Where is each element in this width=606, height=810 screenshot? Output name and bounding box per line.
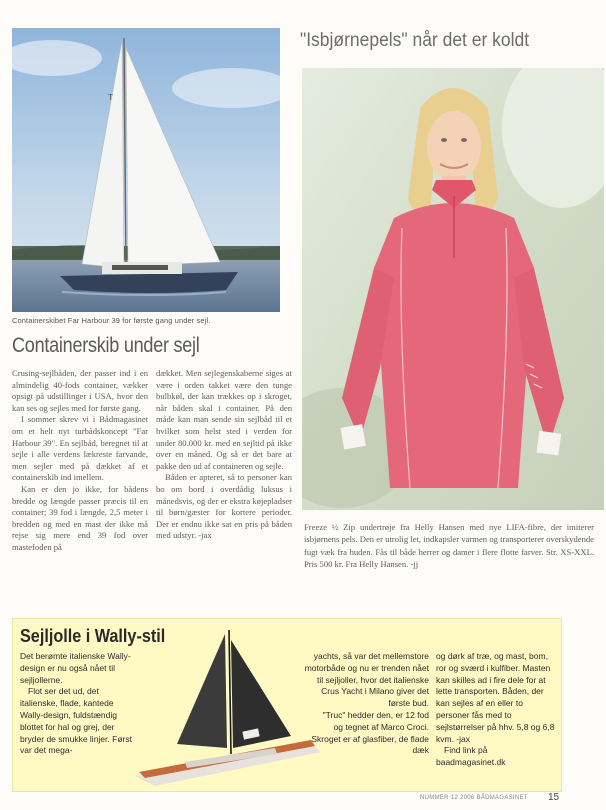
sailboat-photo	[12, 28, 280, 312]
link-note: Find link på baadmagasinet.dk	[436, 745, 506, 768]
paragraph: Båden er apteret, så to personer kan bo om bord i overdådig luksus i månedsvis, og der er ekstra køjepladser til børn/gæster for kortere perioder. Der er endnu ikke sat en pris på båden med udstyr. -jax	[156, 472, 292, 541]
article-column-middle	[156, 368, 292, 542]
paragraph: og dørk af træ, og mast, bom, ror og sværd i kulfiber. Masten kan skilles ad i fire dele for at lette transporten. Båden, der kan sejles af en eller to personer fås med to sejlstørrelser på hhv. 5,8 og 6,8 kvm. -jax	[436, 651, 555, 744]
dinghy-photo	[115, 626, 330, 788]
issue-label: NUMMER 12 2006 BÅDMAGASINET	[420, 795, 528, 801]
article-column-left	[12, 368, 148, 554]
wally-column-3	[436, 651, 556, 769]
wally-title: Sejljolle i Wally-stil	[20, 626, 166, 646]
paragraph: I sommer skrev vi i Bådmagasinet om et helt nyt turbådskoncept "Far Harbour 39". En sejlbåd, beregnet til at sejle i alle verdens lækreste farvande, men sejler med på dækket af et containerskib ind imellem.	[12, 414, 148, 483]
svg-text:T: T	[108, 93, 113, 102]
paragraph: Flot ser det ud, det italienske, flade, kantede Wally-design, fuldstændig blottet for hal og grej, der bryder de smukke linjer. Først var det mega-	[20, 686, 132, 756]
jacket-title: "Isbjørnepels" når det er koldt	[300, 30, 530, 51]
photo-caption: Containerskibet Far Harbour 39 for første gang under sejl.	[12, 316, 211, 325]
paragraph: Det berømte italienske Wally-design er nu også nået til sejljollerne.	[20, 651, 131, 685]
wally-column-2	[303, 651, 429, 757]
jacket-caption: Freeze ½ Zip undertrøje fra Helly Hansen med nye LIFA-fibre, der imiterer isbjørnens pels. Den er utrolig let, indkapsler varmen og transporterer overskydende fugt væk fra huden. Fås til både herrer og damer i flere flotte farver. Str. XS-XXL. Pris 500 kr. Fra Helly Hansen. -jj	[304, 522, 594, 570]
paragraph: dækket. Men sejlegenskaberne siges at være i orden takket være den tunge bulbkøl, der kan trækkes op i skroget, når båden skal i container. På den måde kan man sende sin sejlbåd til et hvilket som helst sted i verden for under 80.000 kr. med en sejltid på ikke over en måned. Og så er det bare at pakke den ud af containeren og sejle.	[156, 368, 292, 471]
paragraph: Kan er den jo ikke, for bådens bredde og længde passer præcis til en container; 39 fod i længde, 2,5 meter i bredden og med en mast der ikke må rejse sig mere end 39 fod over mastefoden på	[12, 483, 148, 552]
paragraph: Crusing-sejlbåden, der passer ind i en almindelig 40-fods container, vækker opsigt på udstillinger i USA, hvor den kan ses og sejles med for første gang.	[12, 368, 148, 413]
wally-column-1	[20, 651, 138, 757]
article-title: Containerskib under sejl	[12, 334, 200, 357]
page-number: 15	[548, 792, 560, 803]
jacket-photo	[302, 68, 604, 510]
paragraph: yachts, så var det mellemstore motorbåde og nu er trenden nået til sejljoller, hvor det italienske Crus Yacht i Milano giver det første bud.	[304, 651, 429, 709]
paragraph: "Truc" hedder den, er 12 fod og tegnet af Marco Croci. Skroget er af glasfiber, de flade dæk	[311, 709, 429, 756]
